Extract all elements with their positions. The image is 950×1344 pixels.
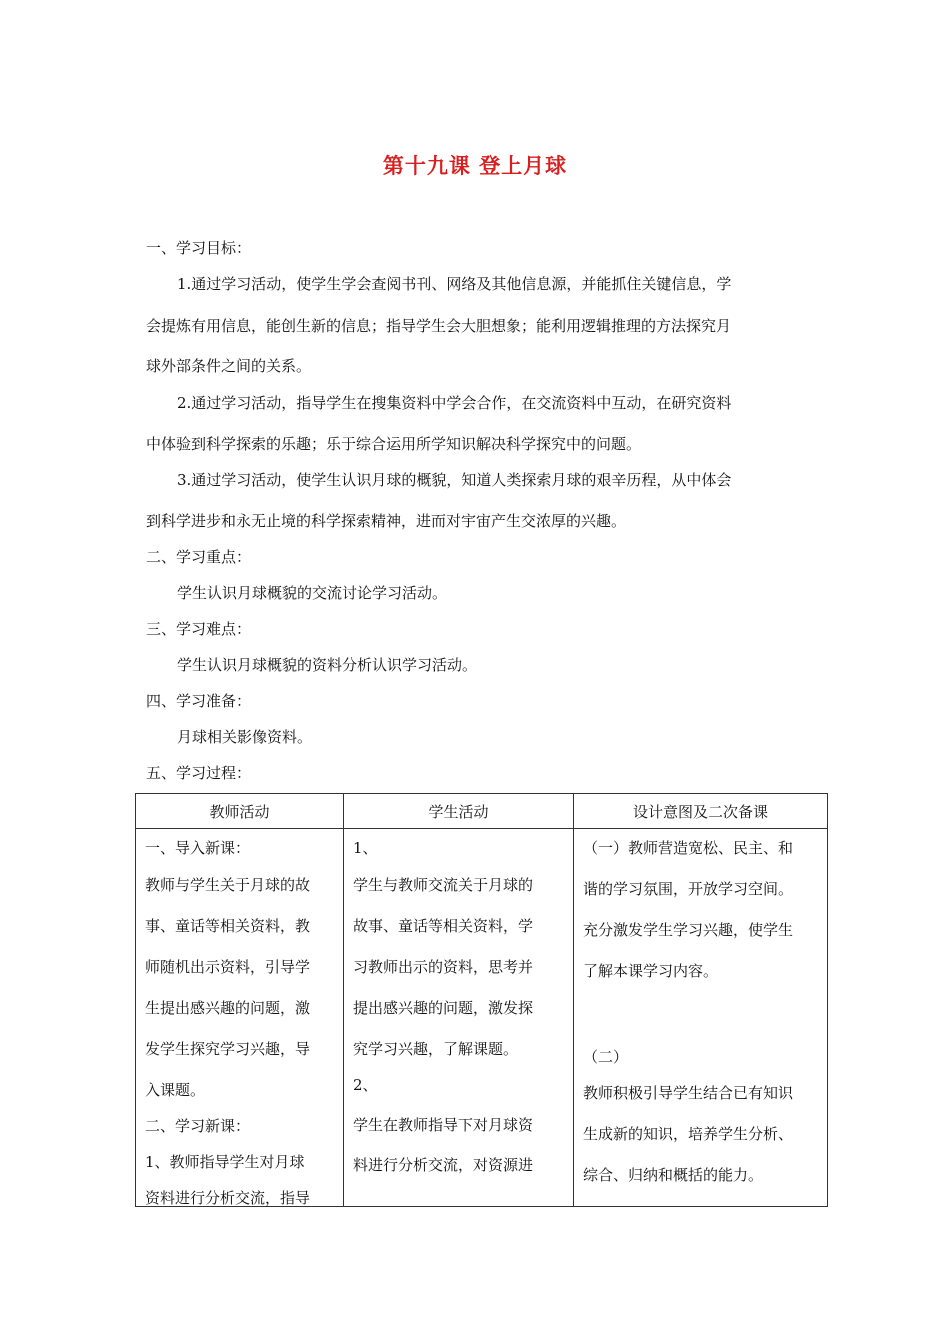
cell-line: 料进行分析交流，对资源进: [353, 1156, 534, 1174]
goals-heading: 一、学习目标：: [146, 239, 252, 257]
cell-line: 二、学习新课：: [145, 1117, 251, 1135]
goal3-line1: 3.通过学习活动，使学生认识月球的概貌，知道人类探索月球的艰辛历程，从中体会: [177, 471, 732, 489]
cell-line: 教师与学生关于月球的故: [145, 876, 311, 894]
cell-line: 学生在教师指导下对月球资: [353, 1116, 534, 1134]
cell-line: 综合、归纳和概括的能力。: [583, 1166, 764, 1184]
goal1-line3: 球外部条件之间的关系。: [146, 357, 312, 375]
cell-line: 入课题。: [145, 1081, 206, 1099]
cell-line: 发学生探究学习兴趣，导: [145, 1040, 311, 1058]
goal2-line2: 中体验到科学探索的乐趣；乐于综合运用所学知识解决科学探究中的问题。: [146, 435, 642, 453]
cell-line: 究学习兴趣，了解课题。: [353, 1040, 519, 1058]
cell-line: 了解本课学习内容。: [583, 962, 719, 980]
cell-line: 故事、童话等相关资料，学: [353, 917, 534, 935]
prep-heading: 四、学习准备：: [146, 692, 252, 710]
header-student-activity: 学生活动: [344, 794, 574, 829]
cell-line: 一、导入新课：: [145, 839, 251, 857]
cell-line: 师随机出示资料，引导学: [145, 958, 311, 976]
cell-line: （二）: [583, 1048, 629, 1066]
cell-line: 提出感兴趣的问题，激发探: [353, 999, 534, 1017]
student-activity-cell: [344, 829, 574, 1207]
cell-line: （一）教师营造宽松、民主、和: [583, 839, 794, 857]
difficulty-text: 学生认识月球概貌的资料分析认识学习活动。: [177, 656, 478, 674]
prep-text: 月球相关影像资料。: [177, 728, 313, 746]
process-table: [135, 793, 828, 1207]
goal2-line1: 2.通过学习活动，指导学生在搜集资料中学会合作，在交流资料中互动，在研究资料: [177, 394, 732, 412]
cell-line: 习教师出示的资料，思考并: [353, 958, 534, 976]
lesson-title: 第十九课 登上月球: [382, 154, 568, 178]
cell-line: 充分激发学生学习兴趣，使学生: [583, 921, 794, 939]
cell-line: 1、教师指导学生对月球: [145, 1153, 305, 1171]
goal1-line2: 会提炼有用信息，能创生新的信息；指导学生会大胆想象；能利用逻辑推理的方法探究月: [146, 317, 732, 335]
process-heading: 五、学习过程：: [146, 764, 252, 782]
cell-line: 教师积极引导学生结合已有知识: [583, 1084, 794, 1102]
table-header-row: [136, 794, 828, 829]
cell-line: 2、: [353, 1076, 378, 1094]
goal3-line2: 到科学进步和永无止境的科学探索精神，进而对宇宙产生交浓厚的兴趣。: [146, 512, 627, 530]
cell-line: 事、童话等相关资料，教: [145, 917, 311, 935]
cell-line: 资料进行分析交流，指导: [145, 1189, 311, 1207]
cell-line: 生成新的知识，培养学生分析、: [583, 1125, 794, 1143]
key-text: 学生认识月球概貌的交流讨论学习活动。: [177, 584, 448, 602]
design-intent-cell: [574, 829, 828, 1207]
cell-line: 学生与教师交流关于月球的: [353, 876, 534, 894]
cell-line: 1、: [353, 839, 378, 857]
header-design-intent: 设计意图及二次备课: [574, 794, 828, 829]
header-teacher-activity: 教师活动: [136, 794, 344, 829]
teacher-activity-cell: [136, 829, 344, 1207]
cell-line: 谐的学习氛围，开放学习空间。: [583, 880, 794, 898]
key-heading: 二、学习重点：: [146, 548, 252, 566]
goal1-line1: 1.通过学习活动，使学生学会查阅书刊、网络及其他信息源，并能抓住关键信息，学: [177, 275, 732, 293]
table-row: [136, 829, 828, 1207]
difficulty-heading: 三、学习难点：: [146, 620, 252, 638]
cell-line: 生提出感兴趣的问题，激: [145, 999, 311, 1017]
